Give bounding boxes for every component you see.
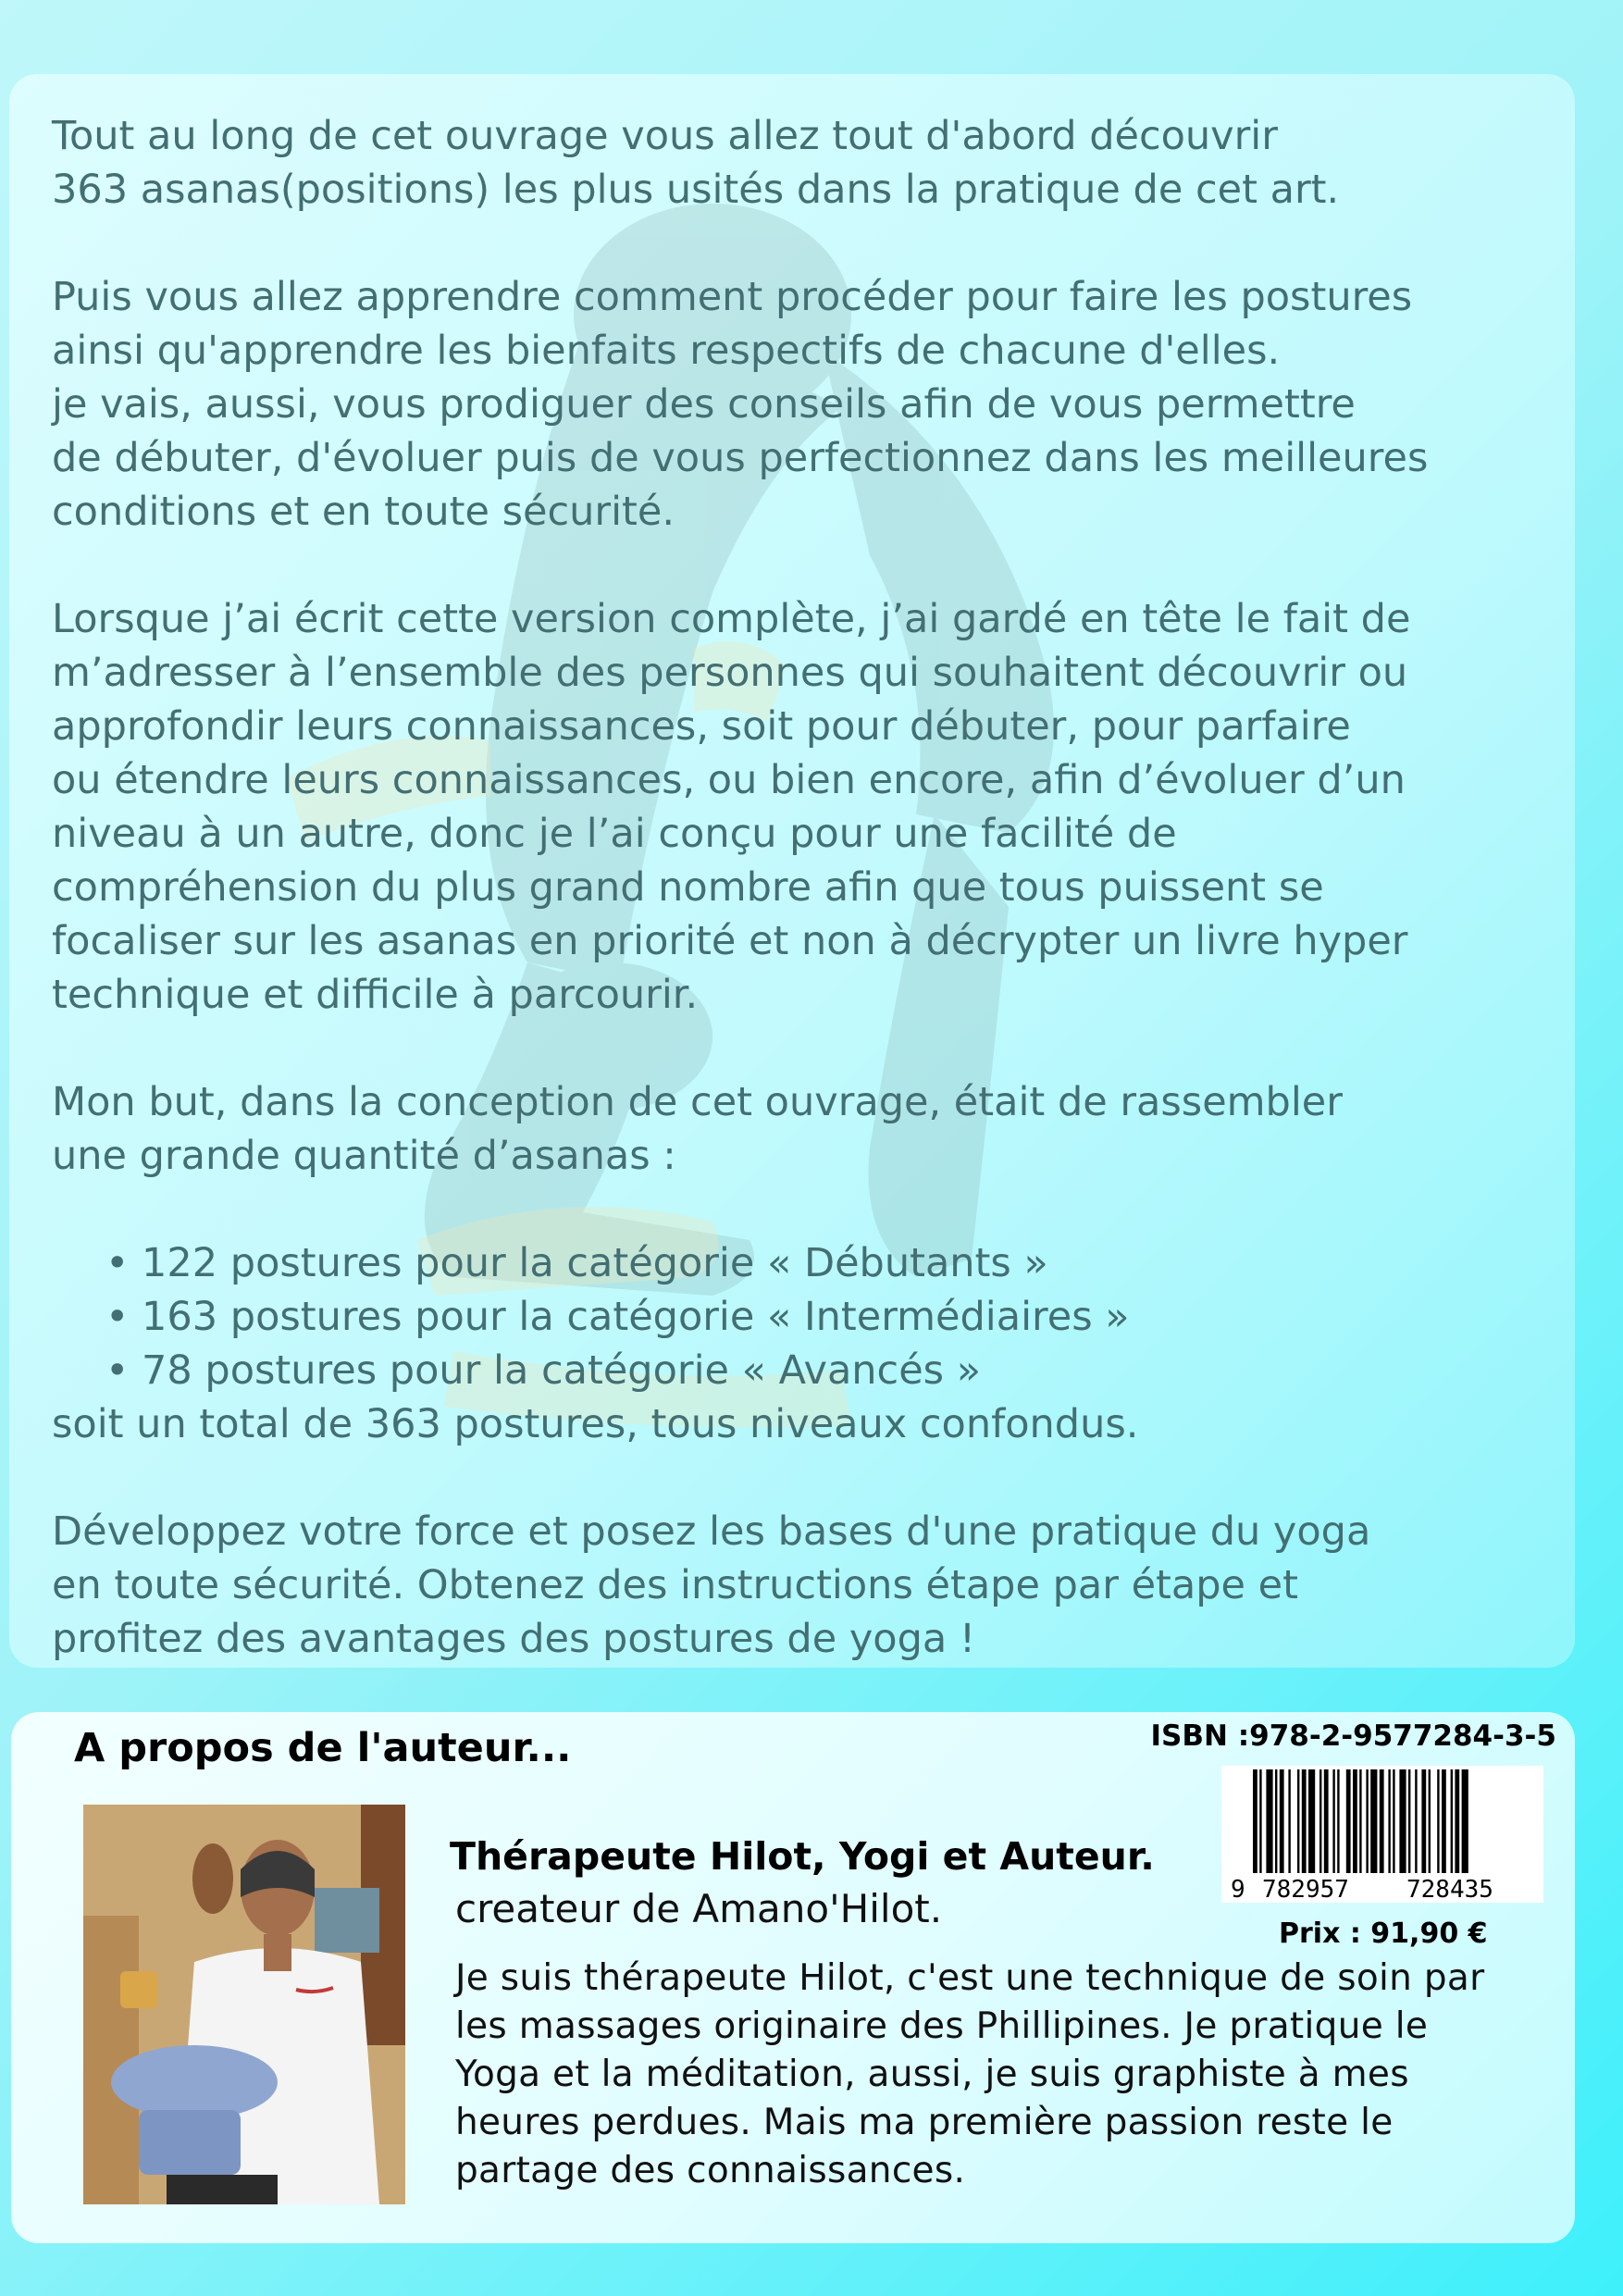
barcode-bar — [1253, 1769, 1258, 1873]
postures-list — [52, 1236, 1569, 1397]
isbn-barcode — [1221, 1766, 1543, 1903]
text-line: Développez votre force et posez les bases d'une pratique du yoga — [52, 1508, 1371, 1555]
text-line: Tout au long de cet ouvrage vous allez tout d'abord découvrir — [52, 113, 1278, 159]
barcode-bar — [1437, 1769, 1439, 1873]
text-line: approfondir leurs connaissances, soit pour débuter, pour parfaire — [52, 703, 1351, 750]
author-bio — [455, 1955, 1566, 2195]
barcode-bar — [1408, 1769, 1410, 1873]
bio-line: Yoga et la méditation, aussi, je suis graphiste à mes — [455, 2054, 1409, 2095]
text-line: technique et difficile à parcourir. — [52, 972, 699, 1018]
barcode-bar — [1259, 1769, 1261, 1873]
text-line: conditions et en toute sécurité. — [52, 489, 675, 535]
paragraph-audience — [52, 592, 1569, 1022]
barcode-bar — [1332, 1769, 1334, 1873]
barcode-digits-right: 728435 — [1406, 1876, 1493, 1903]
paragraph-intro — [52, 109, 1569, 217]
description-panel — [9, 74, 1575, 1668]
text-line: focaliser sur les asanas en priorité et non à décrypter un livre hyper — [52, 918, 1408, 964]
barcode-bar — [1324, 1769, 1329, 1873]
text-line: ou étendre leurs connaissances, ou bien encore, afin d’évoluer d’un — [52, 757, 1406, 803]
bio-line: les massages originaire des Phillipines. Je pratique le — [455, 2005, 1429, 2047]
list-item: • 163 postures pour la catégorie « Intermédiaires » — [105, 1290, 1569, 1344]
text-line: niveau à un autre, donc je l’ai conçu pour une facilité de — [52, 811, 1177, 857]
barcode-bar — [1429, 1769, 1431, 1873]
barcode-bar — [1346, 1769, 1351, 1873]
barcode-bar — [1393, 1769, 1394, 1873]
isbn-label: ISBN :978-2-9577284-3-5 — [1150, 1719, 1556, 1753]
text-line: une grande quantité d’asanas : — [52, 1133, 676, 1179]
about-author-panel — [11, 1712, 1575, 2243]
barcode-bar — [1337, 1769, 1339, 1873]
paragraph-method — [52, 270, 1569, 539]
bio-line: Je suis thérapeute Hilot, c'est une technique de soin par — [455, 1957, 1485, 1999]
barcode-bar — [1380, 1769, 1384, 1873]
text-line: m’adresser à l’ensemble des personnes qui souhaitent découvrir ou — [52, 650, 1408, 696]
bio-line: partage des connaissances. — [455, 2150, 966, 2191]
barcode-digit-prefix: 9 — [1231, 1876, 1245, 1903]
barcode-bar — [1399, 1769, 1406, 1873]
text-line: je vais, aussi, vous prodiguer des conseils afin de vous permettre — [52, 381, 1356, 428]
barcode-bar — [1451, 1769, 1453, 1873]
text-line: compréhension du plus grand nombre afin que tous puissent se — [52, 864, 1324, 911]
text-line: Mon but, dans la conception de cet ouvrage, était de rassembler — [52, 1079, 1343, 1125]
price-label: Prix : 91,90 € — [1279, 1917, 1488, 1950]
description-text — [52, 109, 1569, 1668]
text-line: de débuter, d'évoluer puis de vous perfectionnez dans les meilleures — [52, 435, 1429, 481]
text-line: Lorsque j’ai écrit cette version complète, j’ai gardé en tête le fait de — [52, 596, 1411, 642]
text-line: 363 asanas(positions) les plus usités dans la pratique de cet art. — [52, 167, 1340, 213]
list-item: • 122 postures pour la catégorie « Débutants » — [105, 1236, 1569, 1290]
barcode-bar — [1353, 1769, 1357, 1873]
barcode-bar — [1415, 1769, 1417, 1873]
paragraph-closing — [52, 1505, 1569, 1666]
barcode-bar — [1421, 1769, 1426, 1873]
barcode-bar — [1275, 1769, 1277, 1873]
author-role: Thérapeute Hilot, Yogi et Auteur. — [450, 1834, 1155, 1879]
barcode-bar — [1302, 1769, 1307, 1873]
barcode-bar — [1370, 1769, 1377, 1873]
barcode-bar — [1308, 1769, 1315, 1873]
barcode-bar — [1462, 1769, 1468, 1873]
text-line: Puis vous allez apprendre comment procéder pour faire les postures — [52, 274, 1413, 320]
barcode-bar — [1366, 1769, 1368, 1873]
author-creator: createur de Amano'Hilot. — [455, 1886, 943, 1931]
barcode-bar — [1388, 1769, 1390, 1873]
text-line: ainsi qu'apprendre les bienfaits respectifs de chacune d'elles. — [52, 328, 1281, 374]
barcode-bar — [1319, 1769, 1321, 1873]
text-line: en toute sécurité. Obtenez des instructions étape par étape et — [52, 1562, 1298, 1608]
author-photo — [83, 1805, 405, 2204]
bio-line: heures perdues. Mais ma première passion reste le — [455, 2102, 1394, 2143]
barcode-digits-left: 782957 — [1262, 1876, 1349, 1903]
text-line: soit un total de 363 postures, tous niveaux confondus. — [52, 1401, 1139, 1447]
barcode-bar — [1455, 1769, 1459, 1873]
barcode-bar — [1359, 1769, 1361, 1873]
about-title: A propos de l'auteur... — [74, 1725, 572, 1771]
barcode-bar — [1297, 1769, 1299, 1873]
barcode-bar — [1280, 1769, 1284, 1873]
barcode-bar — [1288, 1769, 1290, 1873]
barcode-bar — [1442, 1769, 1446, 1873]
barcode-bar — [1266, 1769, 1272, 1873]
paragraph-goal — [52, 1075, 1569, 1183]
text-line: profitez des avantages des postures de yoga ! — [52, 1616, 976, 1662]
list-item: • 78 postures pour la catégorie « Avancés » — [105, 1344, 1569, 1397]
